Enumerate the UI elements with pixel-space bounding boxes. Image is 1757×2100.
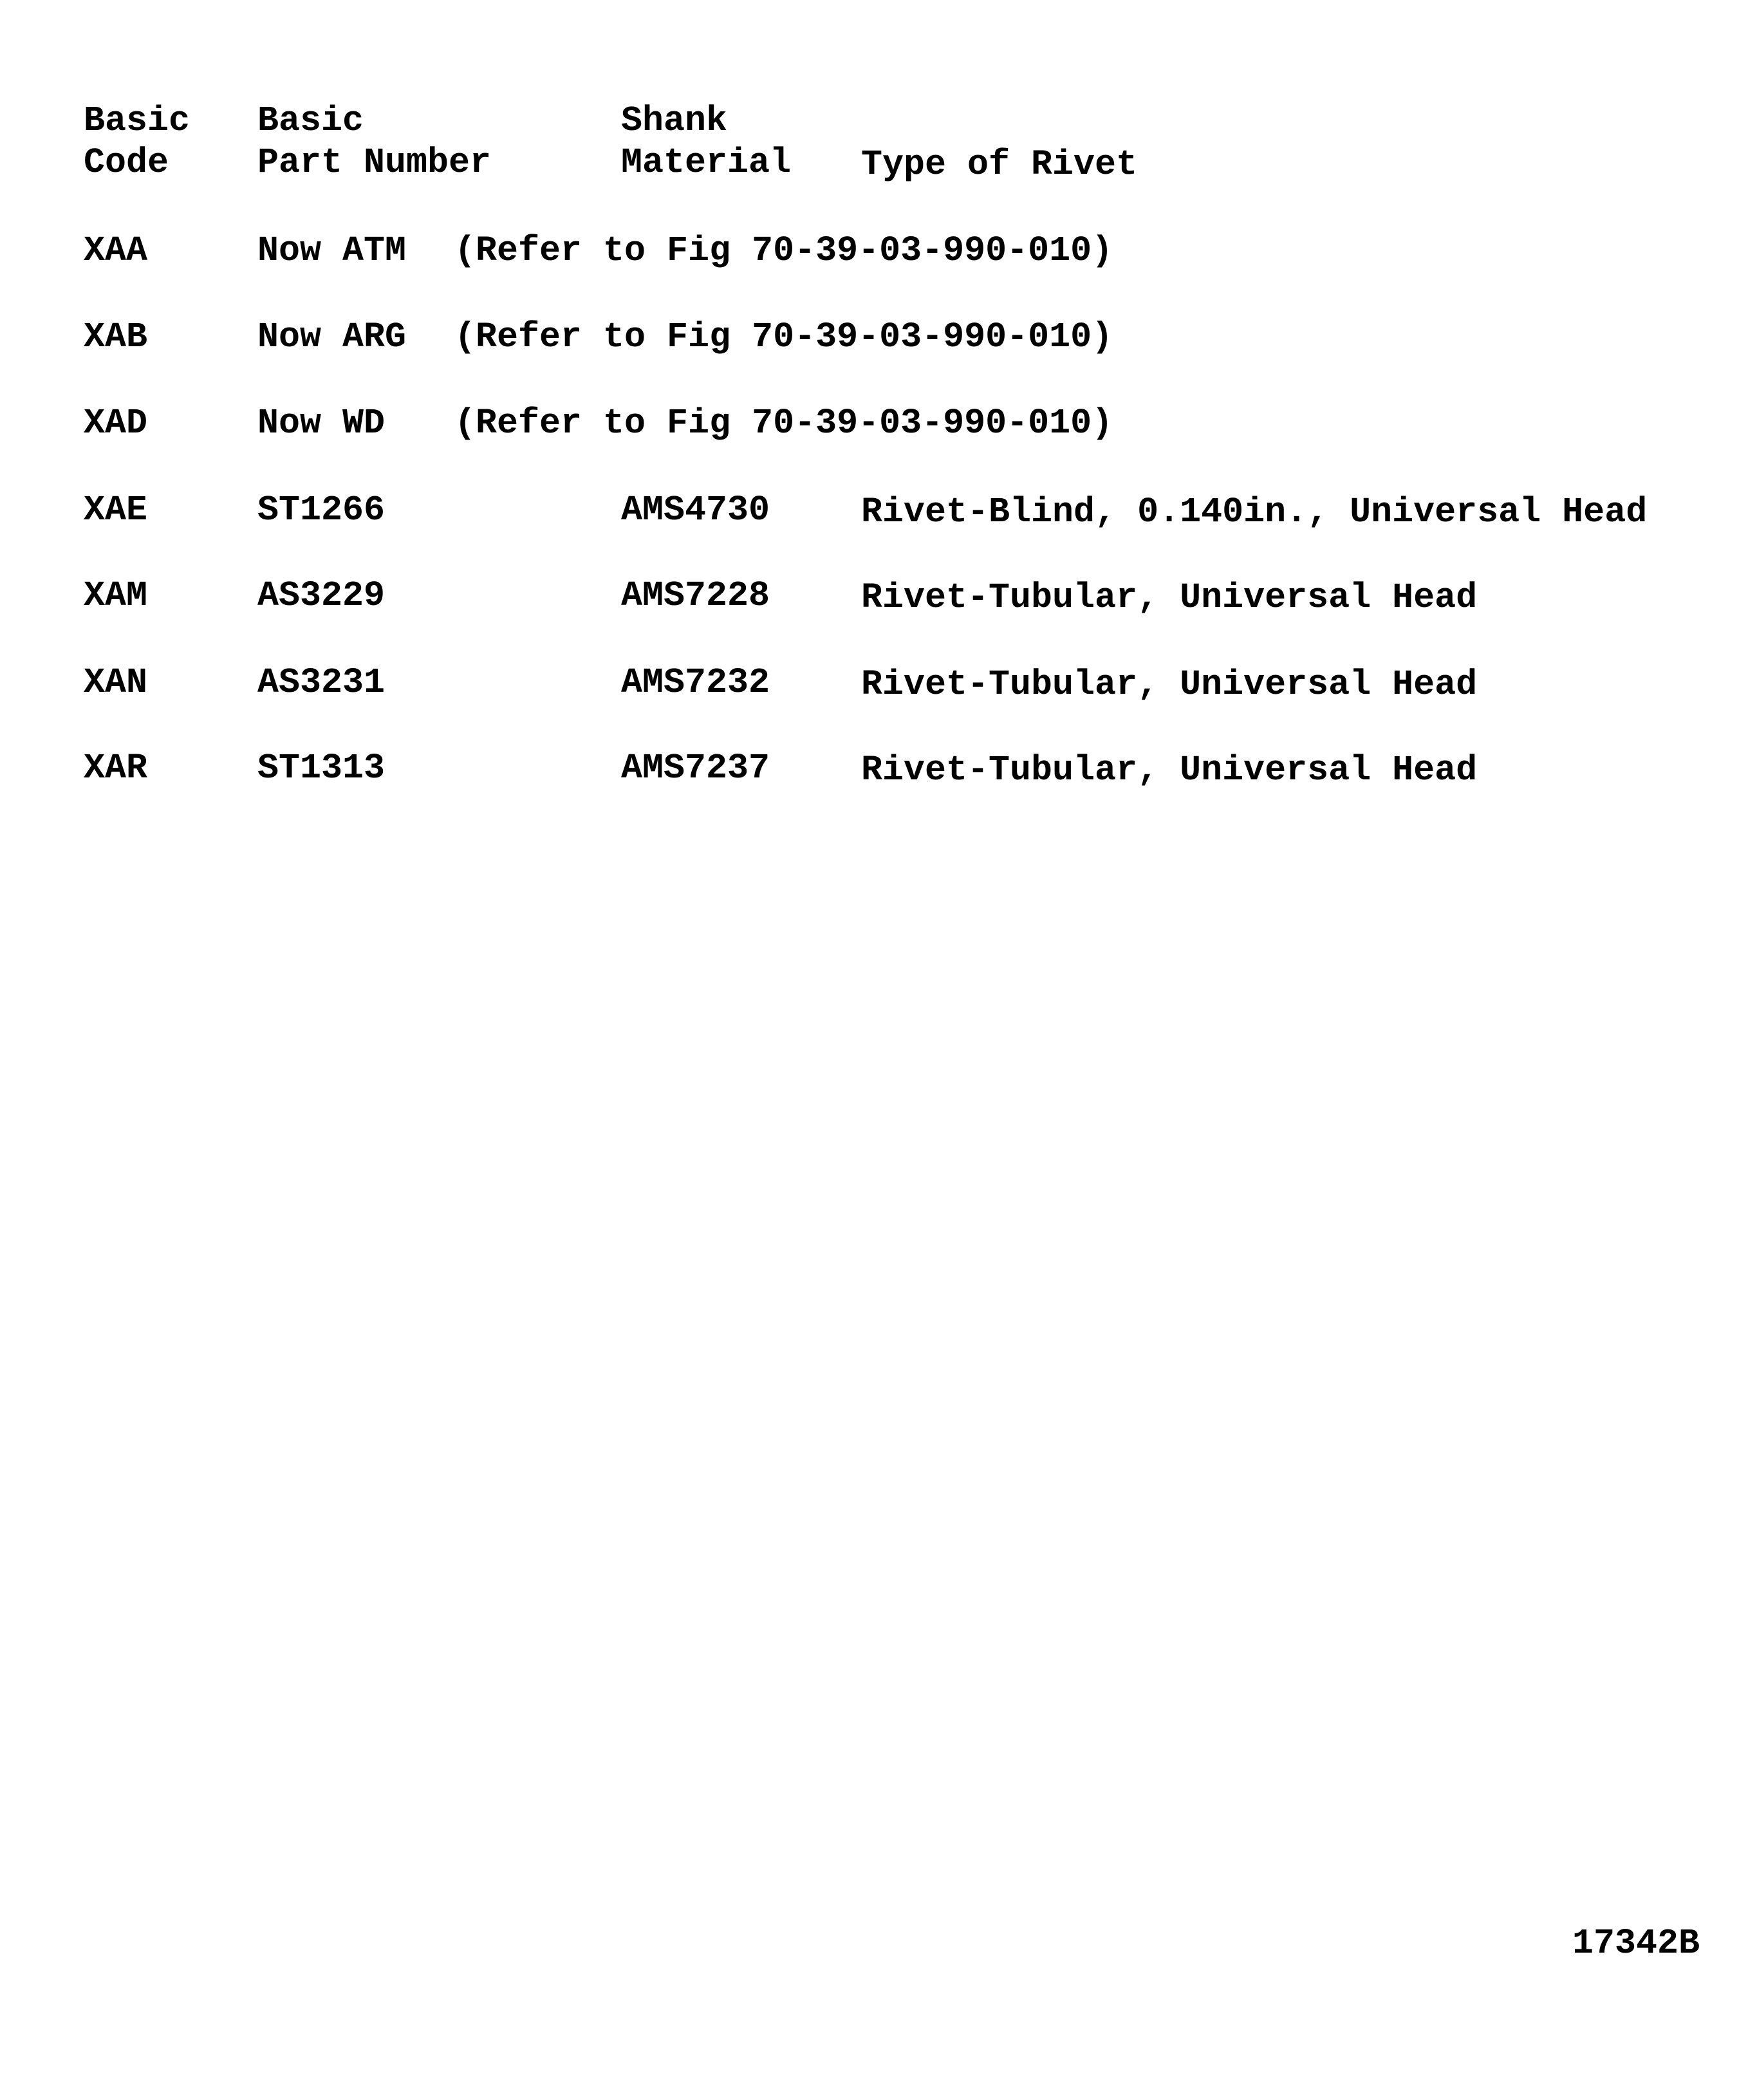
header-shank-material-line2: Material xyxy=(621,142,792,183)
row-code: XAE xyxy=(84,490,148,530)
header-basic-part-number-line1: Basic xyxy=(257,100,364,141)
row-code: XAA xyxy=(84,230,148,271)
row-code: XAR xyxy=(84,748,148,788)
header-basic-part-number-line2: Part Number xyxy=(257,142,492,183)
row-part-number: AS3231 xyxy=(257,662,386,703)
row-part-number: Now ATM xyxy=(257,230,407,271)
row-part-number: AS3229 xyxy=(257,575,386,616)
row-material: AMS7237 xyxy=(621,748,770,788)
row-part-number: Now ARG xyxy=(257,317,407,357)
row-part-number: ST1266 xyxy=(257,490,386,530)
row-rivet-type: Rivet-Blind, 0.140in., Universal Head xyxy=(861,492,1648,532)
row-part-number: Now WD xyxy=(257,403,386,443)
figure-code: 17342B xyxy=(1572,1923,1700,1964)
row-code: XAM xyxy=(84,575,148,616)
row-material: AMS7228 xyxy=(621,575,770,616)
row-rivet-type: Rivet-Tubular, Universal Head xyxy=(861,664,1478,705)
header-shank-material-line1: Shank xyxy=(621,100,728,141)
row-note: (Refer to Fig 70-39-03-990-010) xyxy=(454,317,1113,357)
row-note: (Refer to Fig 70-39-03-990-010) xyxy=(454,230,1113,271)
row-material: AMS4730 xyxy=(621,490,770,530)
row-code: XAB xyxy=(84,317,148,357)
row-code: XAD xyxy=(84,403,148,443)
row-code: XAN xyxy=(84,662,148,703)
row-rivet-type: Rivet-Tubular, Universal Head xyxy=(861,577,1478,618)
header-basic-code-line1: Basic xyxy=(84,100,191,141)
row-material: AMS7232 xyxy=(621,662,770,703)
header-basic-code-line2: Code xyxy=(84,142,169,183)
row-rivet-type: Rivet-Tubular, Universal Head xyxy=(861,750,1478,790)
row-note: (Refer to Fig 70-39-03-990-010) xyxy=(454,403,1113,443)
row-part-number: ST1313 xyxy=(257,748,386,788)
header-type-of-rivet: Type of Rivet xyxy=(861,144,1138,185)
